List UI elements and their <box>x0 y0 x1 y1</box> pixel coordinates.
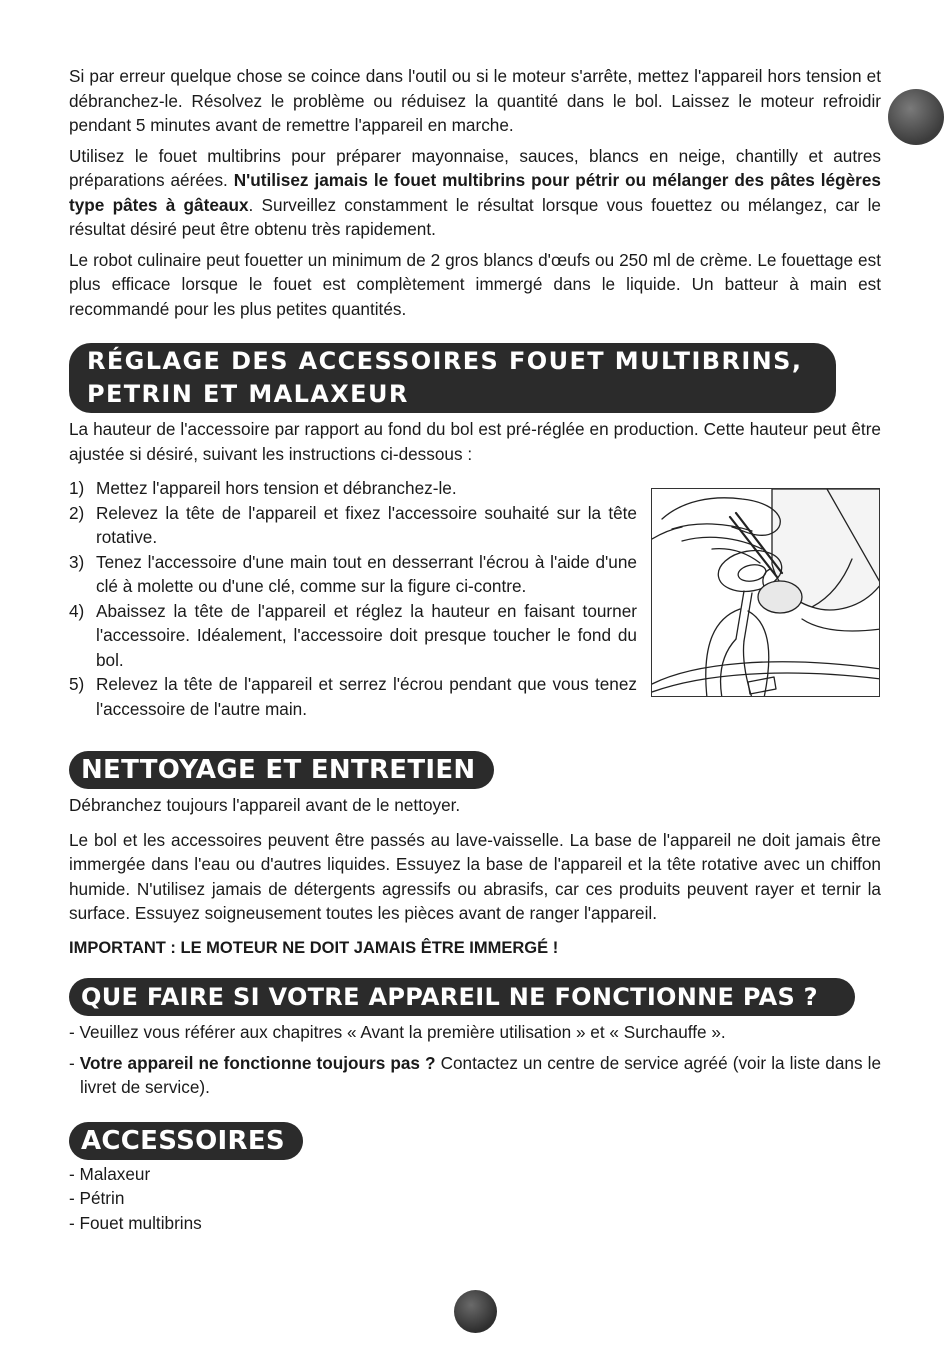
section-tab-marker <box>888 89 944 145</box>
accessories-list <box>69 1162 881 1236</box>
adjust-step <box>69 501 637 550</box>
troubleshoot-contact: Contactez un centre de service agréé (voir la liste dans le livret de service). <box>80 1052 881 1097</box>
troubleshoot-dash: - <box>69 1052 80 1073</box>
accessory-item: - Pétrin <box>69 1188 125 1208</box>
heading-troubleshoot: QUE FAIRE SI VOTRE APPAREIL NE FONCTIONNE PAS ? <box>69 978 855 1016</box>
paragraph-cleaning: Le bol et les accessoires peuvent être passés au lave-vaisselle. La base de l'appareil ne doit jamais être immergée dans l'eau ou d'autres liquides. Essuyez la base de l'appareil et la tête rotative avec un chiffon humide. N'utilisez jamais de détergents agressifs ou abrasifs, car ces produits peuvent rayer et ternir la surface. Essuyez soigneusement toutes les pièces avant de ranger l'appareil. <box>69 829 881 923</box>
paragraph-jam-warning: Si par erreur quelque chose se coince dans l'outil ou si le moteur s'arrête, mettez l'appareil hors tension et débranchez-le. Résolvez le problème ou réduisez la quantité dans le bol. Laissez le moteur refroidir pendant 5 minutes avant de remettre l'appareil en marche. <box>69 66 881 135</box>
paragraph-whisk-usage <box>69 144 881 242</box>
whisk-usage-end: . Surveillez constamment le résultat lorsque vous fouettez ou mélangez, car le résultat désiré peut être obtenu très rapidement. <box>69 194 881 239</box>
step-number: 3) <box>69 551 85 572</box>
whisk-usage-start: Utilisez le fouet multibrins pour préparer mayonnaise, sauces, blancs en neige, chantilly et autres préparations aérées. <box>69 145 881 190</box>
page-number-marker <box>454 1290 497 1333</box>
troubleshoot-list <box>69 1020 881 1100</box>
step-text: Relevez la tête de l'appareil et fixez l'accessoire souhaité sur la tête rotative. <box>96 502 637 547</box>
page-content <box>69 64 881 1235</box>
heading-adjust-accessories: RÉGLAGE DES ACCESSOIRES FOUET MULTIBRINS, PETRIN ET MALAXEUR <box>69 343 836 413</box>
step-number: 2) <box>69 502 85 523</box>
heading-accessories-wrap <box>69 1122 881 1160</box>
paragraph-unplug: Débranchez toujours l'appareil avant de le nettoyer. <box>69 795 461 815</box>
troubleshoot-item: - Veuillez vous référer aux chapitres « Avant la première utilisation » et « Surchauffe ». <box>69 1022 726 1042</box>
important-notice: IMPORTANT : LE MOTEUR NE DOIT JAMAIS ÊTRE IMMERGÉ ! <box>69 938 559 957</box>
heading-cleaning-wrap <box>69 751 881 789</box>
heading-troubleshoot-wrap <box>69 978 881 1016</box>
step-number: 4) <box>69 600 85 621</box>
heading-cleaning: NETTOYAGE ET ENTRETIEN <box>69 751 494 789</box>
adjust-steps-list <box>69 476 637 721</box>
accessory-item: - Fouet multibrins <box>69 1212 202 1233</box>
heading-accessories: ACCESSOIRES <box>69 1122 303 1160</box>
adjust-step <box>69 550 637 599</box>
step-number: 5) <box>69 674 85 694</box>
adjust-steps <box>69 476 881 721</box>
step-text: Tenez l'accessoire d'une main tout en desserrant l'écrou à l'aide d'une clé à molette ou d'une clé, comme sur la figure ci-contre. <box>96 551 637 596</box>
adjust-step <box>69 599 637 673</box>
step-number: 1) <box>69 478 85 498</box>
adjust-step <box>69 672 637 721</box>
whisk-usage-warning: N'utilisez jamais le fouet multibrins pour pétrir ou mélanger des pâtes légères type pâtes à gâteaux <box>69 170 881 215</box>
step-text: Mettez l'appareil hors tension et débranchez-le. <box>96 478 457 498</box>
adjust-step <box>69 476 637 501</box>
paragraph-whisk-quantity: Le robot culinaire peut fouetter un minimum de 2 gros blancs d'œufs ou 250 ml de crème. Le fouettage est plus efficace lorsque le fouet est complètement immergé dans le liquide. Un batteur à main est recommandé pour les plus petites quantités. <box>69 249 881 319</box>
paragraph-adjust-intro: La hauteur de l'accessoire par rapport au fond du bol est pré-réglée en production. Cette hauteur peut être ajustée si désiré, suivant les instructions ci-dessous : <box>69 419 881 464</box>
accessory-item: - Malaxeur <box>69 1163 151 1184</box>
wrench-illustration-svg <box>652 489 880 697</box>
troubleshoot-still-not-working: Votre appareil ne fonctionne toujours pas ? <box>79 1052 436 1073</box>
step-text: Relevez la tête de l'appareil et serrez l'écrou pendant que vous tenez l'accessoire de l'autre main. <box>96 674 637 719</box>
heading-adjust-wrap <box>69 343 881 413</box>
troubleshoot-item <box>69 1051 881 1100</box>
step-text: Abaissez la tête de l'appareil et réglez la hauteur en faisant tourner l'accessoire. Idéalement, l'accessoire doit presque toucher le fond du bol. <box>96 600 637 670</box>
wrench-adjustment-illustration <box>651 488 880 697</box>
